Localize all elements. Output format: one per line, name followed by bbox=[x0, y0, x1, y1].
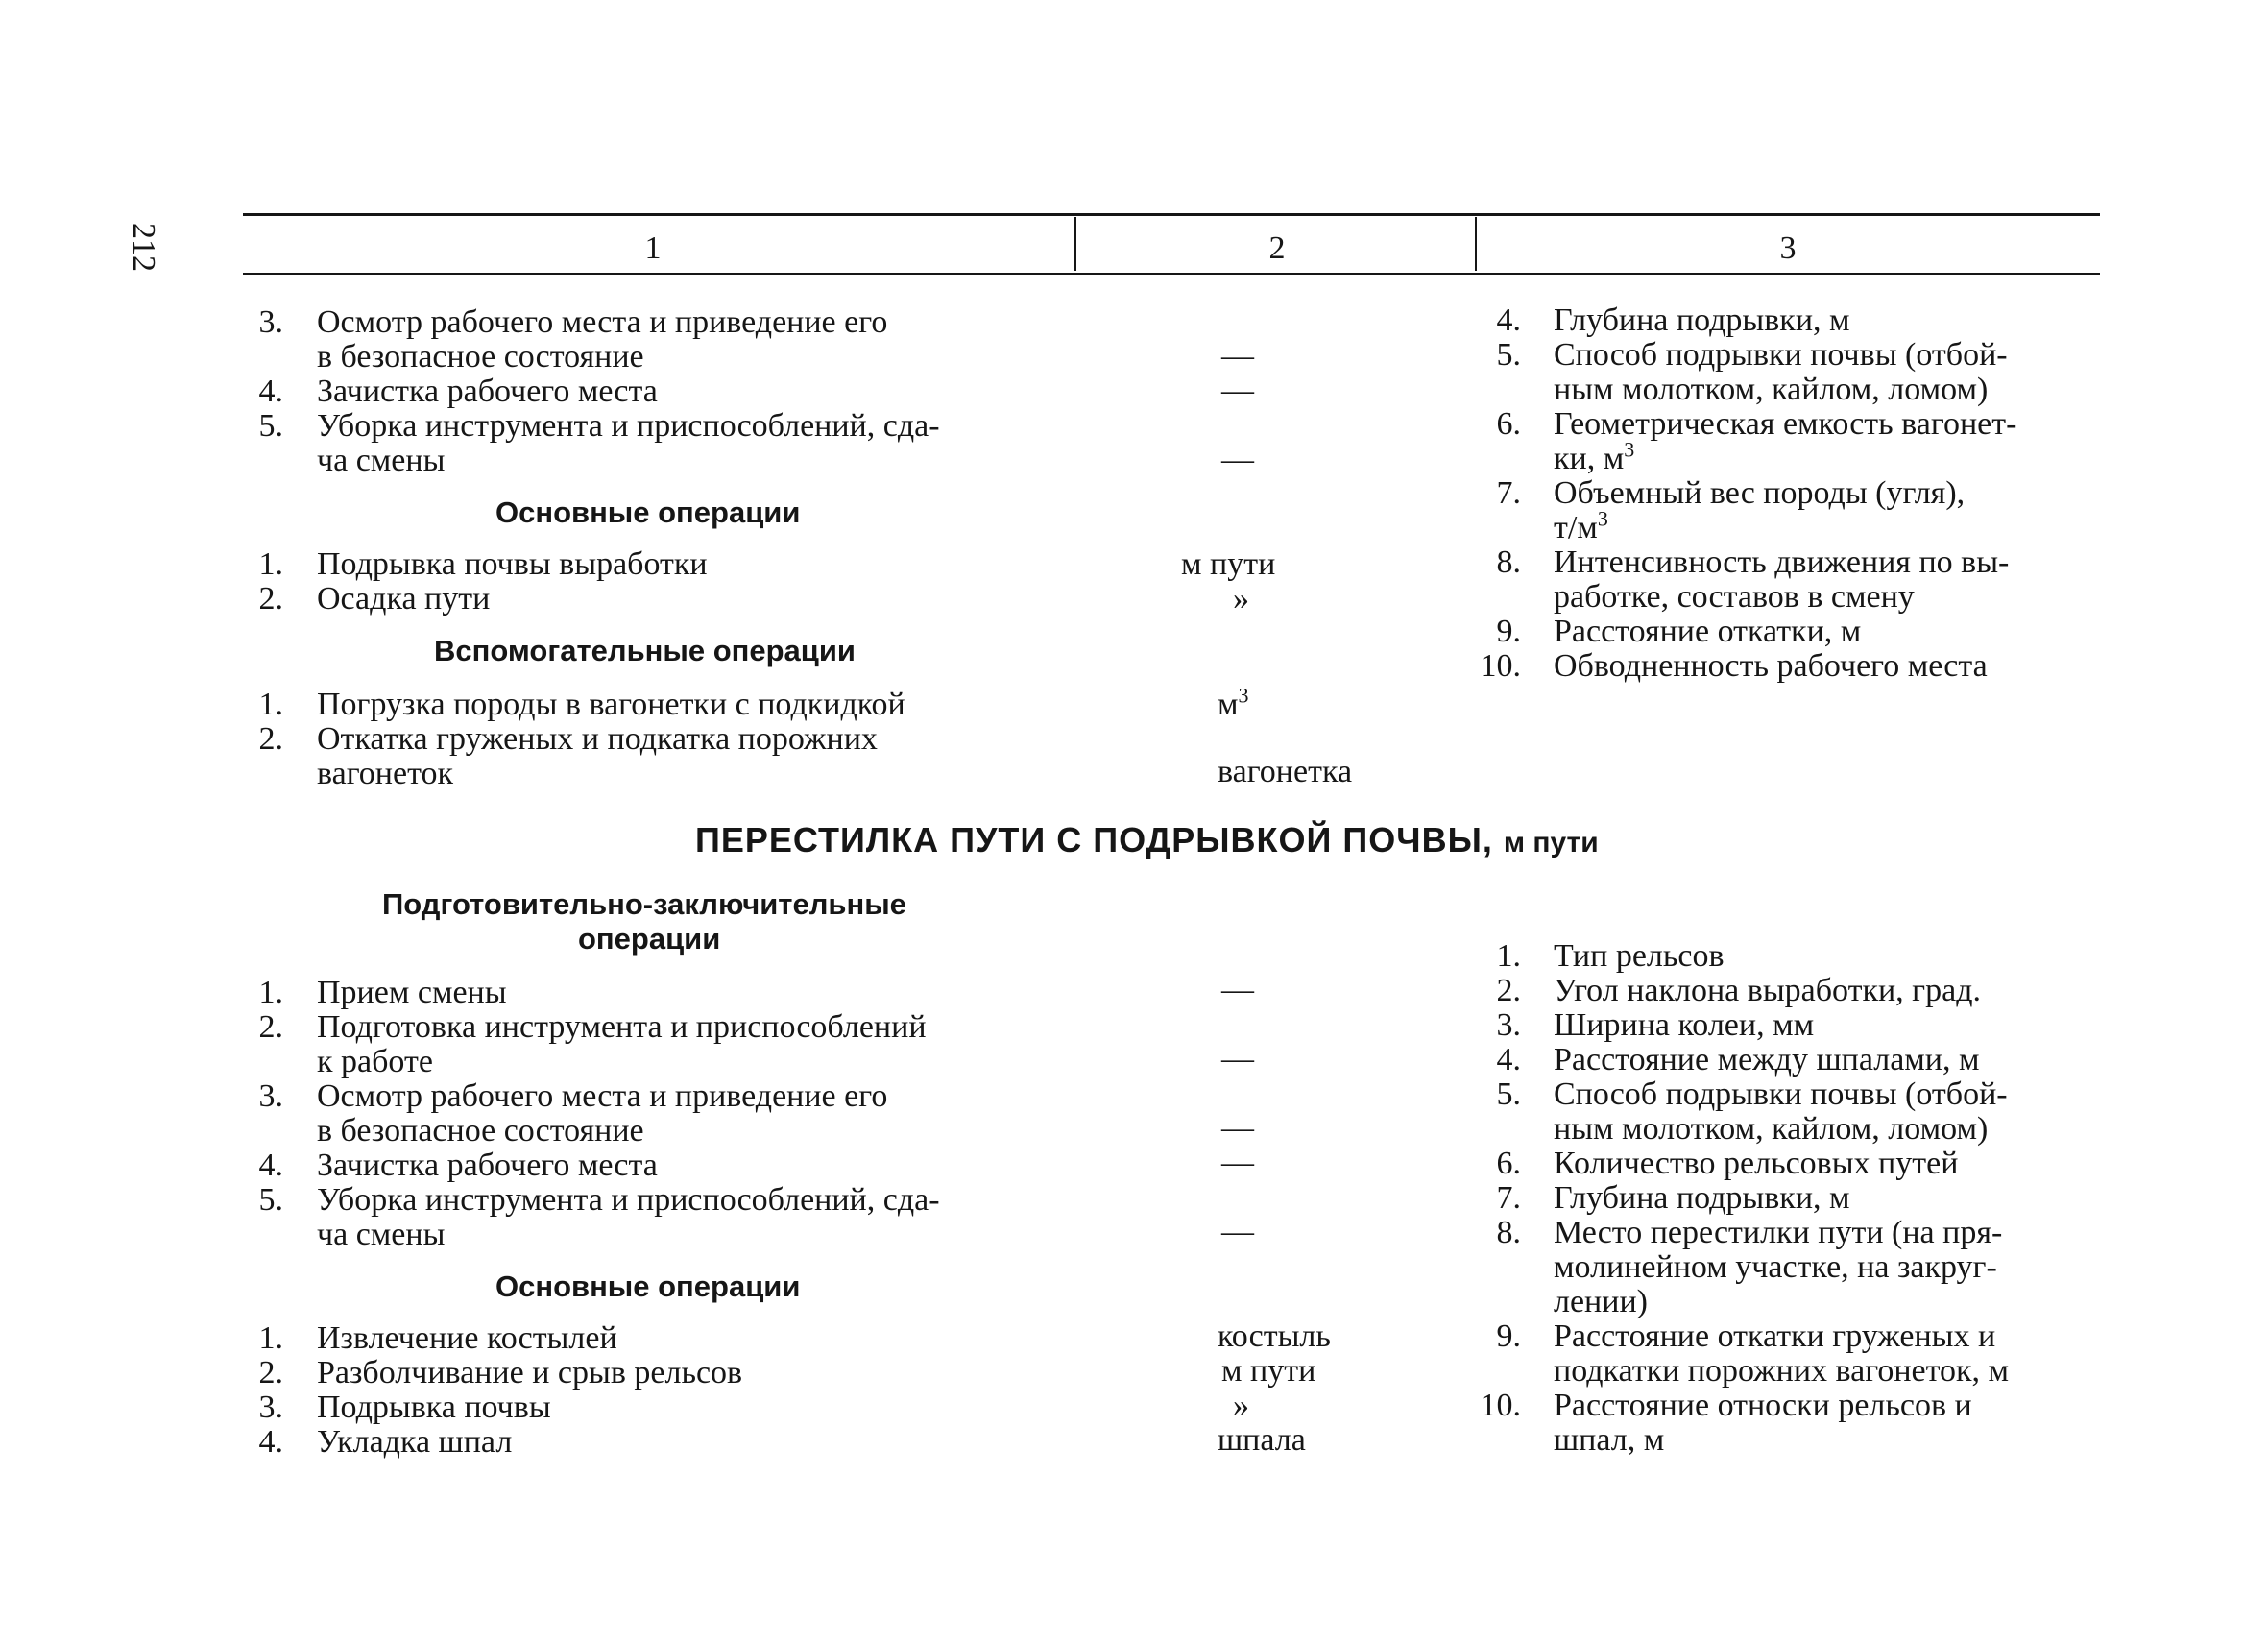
operation-text-cont: к работе bbox=[317, 1044, 433, 1079]
unit-text-sup: 3 bbox=[1238, 683, 1249, 708]
operation-text-cont: в безопасное состояние bbox=[317, 339, 644, 375]
row-number: 2. bbox=[258, 1355, 283, 1391]
row-number: 4. bbox=[258, 1148, 283, 1183]
factor-text bbox=[1554, 437, 1635, 476]
row-number: 4. bbox=[258, 1424, 283, 1460]
factor-number: 4. bbox=[1496, 302, 1521, 338]
factor-text: ным молотком, кайлом, ломом) bbox=[1554, 1111, 1989, 1147]
row-number: 4. bbox=[258, 374, 283, 409]
row-number: 1. bbox=[258, 1320, 283, 1356]
operation-text: Погрузка породы в вагонетки с подкидкой bbox=[317, 687, 905, 722]
unit-text-base: м bbox=[1218, 687, 1239, 722]
column-divider-2 bbox=[1475, 217, 1477, 271]
factor-number: 5. bbox=[1496, 337, 1521, 373]
factor-text: Расстояние относки рельсов и bbox=[1554, 1388, 1972, 1423]
table-header-bottom-rule bbox=[243, 273, 2100, 275]
factor-text: Количество рельсовых путей bbox=[1554, 1146, 1959, 1181]
factor-text: ным молотком, кайлом, ломом) bbox=[1554, 372, 1989, 407]
factor-text: Ширина колеи, мм bbox=[1554, 1007, 1815, 1043]
factor-number: 7. bbox=[1496, 1180, 1521, 1216]
row-number: 3. bbox=[258, 304, 283, 340]
operation-text: Зачистка рабочего места bbox=[317, 374, 658, 409]
operation-text: Зачистка рабочего места bbox=[317, 1148, 658, 1183]
operation-text-cont: в безопасное состояние bbox=[317, 1113, 644, 1149]
factor-text: Способ подрывки почвы (отбой- bbox=[1554, 1077, 2008, 1112]
factor-text: Угол наклона выработки, град. bbox=[1554, 973, 1982, 1008]
factor-text: Глубина подрывки, м bbox=[1554, 302, 1850, 338]
column-header-3: 3 bbox=[1779, 230, 1797, 266]
unit-text: м пути bbox=[1221, 1353, 1316, 1389]
table-top-rule bbox=[243, 213, 2100, 216]
factor-text: Расстояние откатки, м bbox=[1554, 614, 1862, 649]
section-heading: операции bbox=[578, 922, 721, 956]
factor-text: лении) bbox=[1554, 1284, 1648, 1319]
unit-text: вагонетка bbox=[1218, 754, 1353, 789]
column-header-2: 2 bbox=[1268, 230, 1286, 266]
unit-text bbox=[1218, 683, 1249, 722]
factor-number: 8. bbox=[1496, 544, 1521, 580]
factor-text: Расстояние откатки груженых и bbox=[1554, 1318, 1996, 1354]
factor-text-base: ки, м bbox=[1554, 441, 1625, 476]
unit-text: » bbox=[1233, 581, 1249, 617]
operation-text: Осмотр рабочего места и приведение его bbox=[317, 1078, 888, 1114]
factor-text: шпал, м bbox=[1554, 1422, 1665, 1458]
row-number: 3. bbox=[258, 1390, 283, 1425]
operation-text: Подрывка почвы выработки bbox=[317, 546, 708, 582]
section-title-unit: м пути bbox=[1503, 827, 1599, 859]
operation-text: Подрывка почвы bbox=[317, 1390, 551, 1425]
unit-dash: — bbox=[1221, 1041, 1254, 1077]
unit-text: м пути bbox=[1181, 546, 1276, 582]
factor-text-base: т/м bbox=[1554, 510, 1598, 545]
unit-dash: — bbox=[1221, 1145, 1254, 1180]
factor-text bbox=[1554, 506, 1608, 545]
factor-number: 10. bbox=[1480, 648, 1521, 684]
unit-dash: — bbox=[1221, 338, 1254, 374]
factor-number: 2. bbox=[1496, 973, 1521, 1008]
row-number: 1. bbox=[258, 546, 283, 582]
column-divider-1 bbox=[1074, 217, 1076, 271]
unit-dash: — bbox=[1221, 373, 1254, 408]
factor-text: подкатки порожних вагонеток, м bbox=[1554, 1353, 2010, 1389]
factor-text: Обводненность рабочего места bbox=[1554, 648, 1988, 684]
factor-number: 9. bbox=[1496, 1318, 1521, 1354]
factor-text: Способ подрывки почвы (отбой- bbox=[1554, 337, 2008, 373]
page-number: 212 bbox=[126, 223, 161, 272]
unit-text: костыль bbox=[1218, 1318, 1331, 1354]
operation-text: Прием смены bbox=[317, 975, 507, 1010]
factor-number: 7. bbox=[1496, 475, 1521, 511]
factor-text-sup: 3 bbox=[1624, 437, 1635, 462]
factor-number: 5. bbox=[1496, 1077, 1521, 1112]
factor-text: Объемный вес породы (угля), bbox=[1554, 475, 1966, 511]
operation-text-cont: ча смены bbox=[317, 1217, 446, 1252]
unit-text: » bbox=[1233, 1388, 1249, 1423]
factor-number: 8. bbox=[1496, 1215, 1521, 1250]
factor-number: 6. bbox=[1496, 1146, 1521, 1181]
unit-dash: — bbox=[1221, 972, 1254, 1007]
operation-text: Уборка инструмента и приспособлений, сда- bbox=[317, 408, 940, 444]
operation-text: Извлечение костылей bbox=[317, 1320, 617, 1356]
factor-text: Интенсивность движения по вы- bbox=[1554, 544, 2010, 580]
operation-text-cont: вагонеток bbox=[317, 756, 454, 791]
row-number: 2. bbox=[258, 721, 283, 757]
operation-text: Откатка груженых и подкатка порожних bbox=[317, 721, 878, 757]
section-title bbox=[695, 820, 1599, 860]
section-heading: Основные операции bbox=[495, 496, 801, 529]
operation-text: Осадка пути bbox=[317, 581, 491, 617]
factor-number: 6. bbox=[1496, 406, 1521, 442]
factor-number: 4. bbox=[1496, 1042, 1521, 1077]
row-number: 5. bbox=[258, 408, 283, 444]
factor-number: 3. bbox=[1496, 1007, 1521, 1043]
factor-text: Глубина подрывки, м bbox=[1554, 1180, 1850, 1216]
unit-dash: — bbox=[1221, 1110, 1254, 1146]
factor-text-sup: 3 bbox=[1597, 506, 1608, 531]
factor-number: 9. bbox=[1496, 614, 1521, 649]
factor-text: работке, составов в смену bbox=[1554, 579, 1915, 615]
factor-number: 1. bbox=[1496, 938, 1521, 974]
operation-text: Осмотр рабочего места и приведение его bbox=[317, 304, 888, 340]
unit-text: шпала bbox=[1218, 1422, 1306, 1458]
operation-text: Разболчивание и срыв рельсов bbox=[317, 1355, 743, 1391]
operation-text-cont: ча смены bbox=[317, 443, 446, 478]
section-heading: Подготовительно-заключительные bbox=[382, 887, 906, 921]
unit-dash: — bbox=[1221, 442, 1254, 477]
row-number: 2. bbox=[258, 581, 283, 617]
operation-text: Укладка шпал bbox=[317, 1424, 513, 1460]
row-number: 2. bbox=[258, 1009, 283, 1045]
factor-text: молинейном участке, на закруг- bbox=[1554, 1249, 1997, 1285]
factor-text: Геометрическая емкость вагонет- bbox=[1554, 406, 2017, 442]
column-header-1: 1 bbox=[644, 230, 662, 266]
factor-number: 10. bbox=[1480, 1388, 1521, 1423]
unit-dash: — bbox=[1221, 1214, 1254, 1249]
section-title-text: ПЕРЕСТИЛКА ПУТИ С ПОДРЫВКОЙ ПОЧВЫ, bbox=[695, 820, 1493, 859]
section-heading: Вспомогательные операции bbox=[434, 634, 856, 667]
operation-text: Уборка инструмента и приспособлений, сда- bbox=[317, 1182, 940, 1218]
row-number: 1. bbox=[258, 687, 283, 722]
factor-text: Расстояние между шпалами, м bbox=[1554, 1042, 1980, 1077]
factor-text: Место перестилки пути (на пря- bbox=[1554, 1215, 2003, 1250]
operation-text: Подготовка инструмента и приспособлений bbox=[317, 1009, 927, 1045]
section-heading: Основные операции bbox=[495, 1270, 801, 1303]
row-number: 3. bbox=[258, 1078, 283, 1114]
factor-text: Тип рельсов bbox=[1554, 938, 1725, 974]
row-number: 1. bbox=[258, 975, 283, 1010]
row-number: 5. bbox=[258, 1182, 283, 1218]
